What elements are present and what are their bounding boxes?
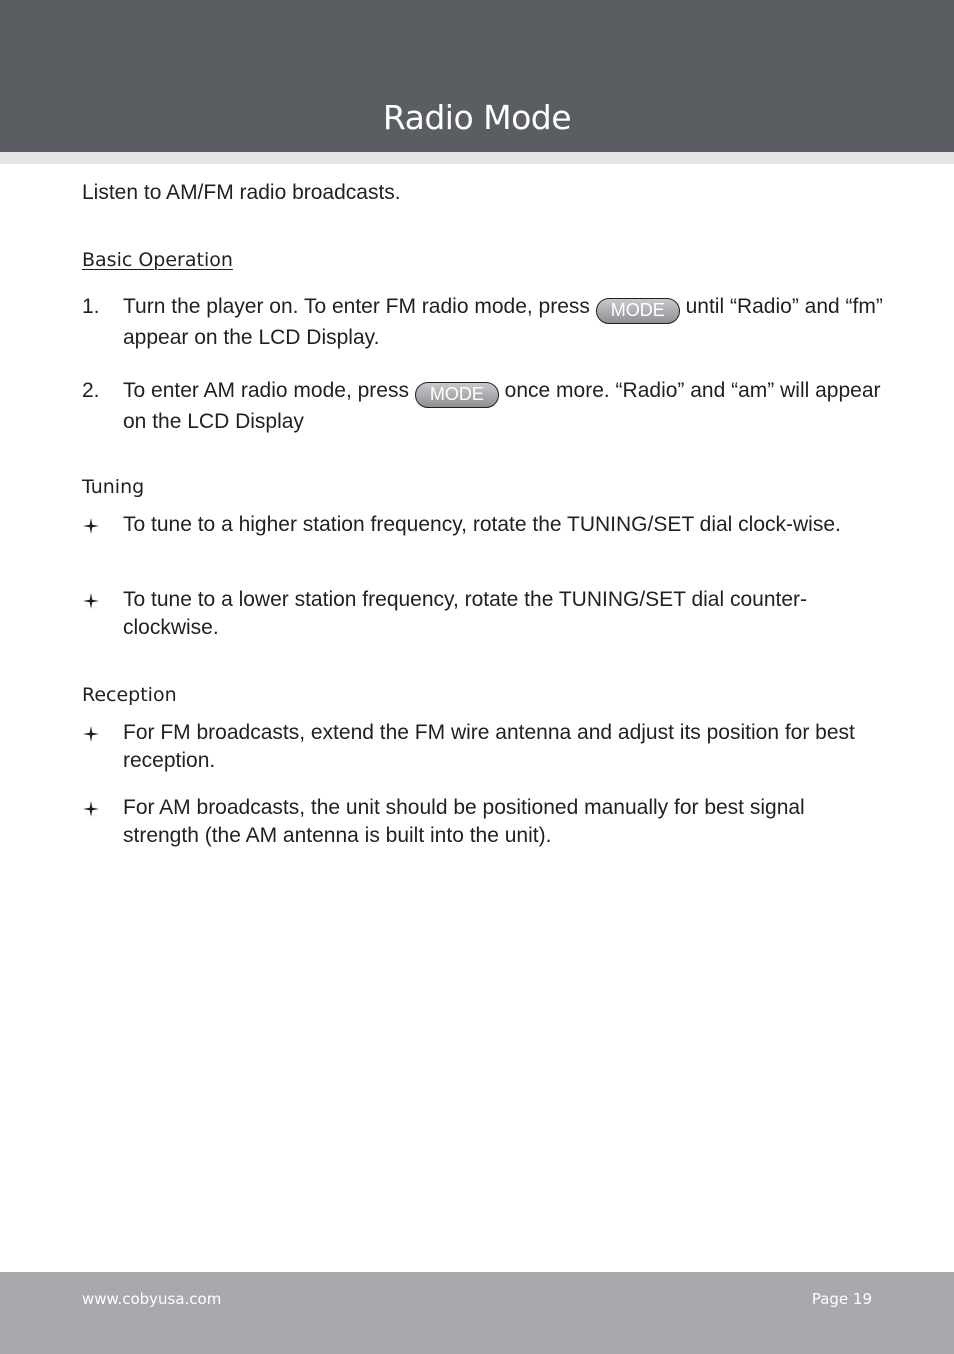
header-divider <box>0 152 954 164</box>
bullet-item-text: To tune to a lower station frequency, rotate the TUNING/SET dial counter-clockwise. <box>123 588 808 639</box>
four-point-star-icon <box>82 592 100 610</box>
bullet-item-text: To tune to a higher station frequency, rotate the TUNING/SET dial clock-wise. <box>123 513 841 536</box>
bullet-item-text: For AM broadcasts, the unit should be positioned manually for best signal strength (the AM antenna is built into the unit). <box>123 796 805 847</box>
section-heading-reception: Reception <box>82 684 177 706</box>
list-item-text <box>123 377 883 436</box>
page-title: Radio Mode <box>382 98 572 137</box>
mode-button: MODE <box>596 298 680 324</box>
list-item-text-before: To enter AM radio mode, press <box>123 379 409 402</box>
list-number: 1. <box>82 295 100 318</box>
list-item-text-before: Turn the player on. To enter FM radio mode, press <box>123 295 590 318</box>
section-heading-tuning: Tuning <box>82 476 145 498</box>
footer-url: www.cobyusa.com <box>82 1290 222 1308</box>
list-item-text-after: until “Radio” and “fm” appear on the LCD Display. <box>123 295 883 349</box>
four-point-star-icon <box>82 725 100 743</box>
mode-button: MODE <box>415 382 499 408</box>
section-heading-basic-operation: Basic Operation <box>82 249 233 271</box>
page-number: Page 19 <box>811 1290 872 1308</box>
four-point-star-icon <box>82 800 100 818</box>
intro-text: Listen to AM/FM radio broadcasts. <box>82 181 401 204</box>
list-item-text <box>123 293 883 352</box>
list-item-text-after: once more. “Radio” and “am” will appear on the LCD Display <box>123 379 881 433</box>
bullet-item-text: For FM broadcasts, extend the FM wire antenna and adjust its position for best reception. <box>123 721 855 772</box>
four-point-star-icon <box>82 517 100 535</box>
footer-bar <box>0 1272 954 1354</box>
list-number: 2. <box>82 379 100 402</box>
